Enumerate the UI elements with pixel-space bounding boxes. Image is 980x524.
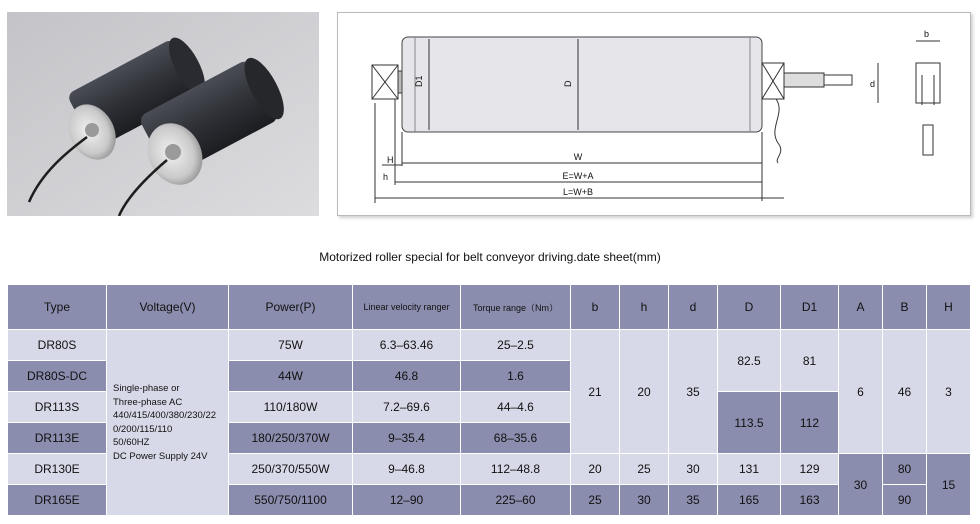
B-cell: 90 [883,485,927,516]
voltage-cell [107,330,229,516]
torque-cell: 68–35.6 [461,423,571,454]
power-cell: 550/750/1100 [229,485,353,516]
voltage-line: DC Power Supply 24V [113,450,208,462]
b-cell: 20 [571,454,620,485]
D1-cell: 163 [781,485,839,516]
h-cell: 20 [620,330,669,454]
header-torque: Torque range（Nm） [461,285,571,330]
table-row [8,330,971,361]
h-cell: 25 [620,454,669,485]
b-cell: 21 [571,330,620,454]
header-power: Power(P) [229,285,353,330]
linear-cell: 46.8 [353,361,461,392]
torque-cell: 225–60 [461,485,571,516]
power-cell: 180/250/370W [229,423,353,454]
header-A: A [839,285,883,330]
power-cell: 44W [229,361,353,392]
type-cell: DR80S-DC [8,361,107,392]
H-cell: 3 [927,330,971,454]
type-cell: DR130E [8,454,107,485]
A-cell: 30 [839,454,883,516]
type-cell: DR113S [8,392,107,423]
l-label: L=W+B [562,187,594,197]
header-voltage: Voltage(V) [107,285,229,330]
type-cell: DR165E [8,485,107,516]
h-lower-label: h [383,172,389,182]
torque-cell: 25–2.5 [461,330,571,361]
torque-cell: 44–4.6 [461,392,571,423]
h-upper-label: H [387,155,394,165]
d-cell: 35 [669,330,718,454]
voltage-line: Single-phase or [113,383,180,394]
sheet-title: Motorized roller special for belt conveyor driving.date sheet(mm) [319,250,661,264]
b-label: b [924,29,930,39]
D1-cell: 129 [781,454,839,485]
header-linear: Linear velocity ranger [353,285,461,330]
D-cell: 113.5 [718,392,781,454]
d-label: D [563,80,573,87]
header-D1: D1 [781,285,839,330]
D-cell: 131 [718,454,781,485]
D-cell: 82.5 [718,330,781,392]
header-b: b [571,285,620,330]
linear-cell: 12–90 [353,485,461,516]
motorized-rollers-image [7,12,319,216]
voltage-line: 440/415/400/380/230/22 [113,410,217,421]
voltage-line: 0/200/115/110 [113,423,173,435]
header-B: B [883,285,927,330]
h-cell: 30 [620,485,669,516]
header-H: H [927,285,971,330]
header-h: h [620,285,669,330]
A-cell: 6 [839,330,883,454]
type-cell: DR113E [8,423,107,454]
H-cell: 15 [927,454,971,516]
linear-cell: 9–35.4 [353,423,461,454]
B-cell: 46 [883,330,927,454]
D-cell: 165 [718,485,781,516]
d-cell: 30 [669,454,718,485]
technical-drawing [337,12,971,216]
header-type: Type [8,285,107,330]
D1-cell: 81 [781,330,839,392]
e-label: E=W+A [562,171,594,181]
linear-cell: 9–46.8 [353,454,461,485]
d1-label: D1 [414,75,424,87]
voltage-line: Three-phase AC [113,396,183,408]
D1-cell: 112 [781,392,839,454]
power-cell: 110/180W [229,392,353,423]
B-cell: 80 [883,454,927,485]
header-d: d [669,285,718,330]
w-label: W [573,152,583,162]
roller-dimension-drawing [338,13,972,217]
linear-cell: 7.2–69.6 [353,392,461,423]
header-D: D [718,285,781,330]
b-cell: 25 [571,485,620,516]
d-small-label: d [870,79,876,89]
power-cell: 75W [229,330,353,361]
header-row [8,285,971,330]
voltage-line: 50/60HZ [113,437,150,448]
torque-cell: 112–48.8 [461,454,571,485]
d-cell: 35 [669,485,718,516]
linear-cell: 6.3–63.46 [353,330,461,361]
spec-table [7,284,971,516]
type-cell: DR80S [8,330,107,361]
power-cell: 250/370/550W [229,454,353,485]
product-photo [7,12,319,216]
torque-cell: 1.6 [461,361,571,392]
